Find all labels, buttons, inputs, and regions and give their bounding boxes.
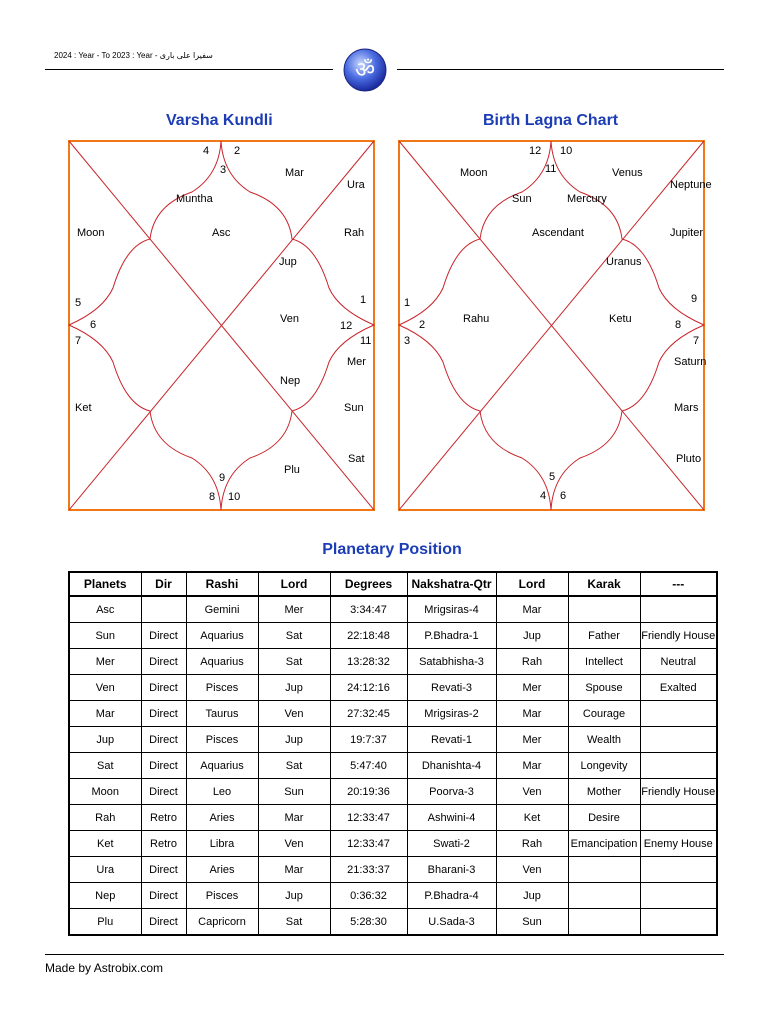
- table-row: [69, 649, 717, 675]
- planet-label: Uranus: [606, 256, 642, 268]
- table-cell: 12:33:47: [330, 831, 407, 857]
- planet-label: Nep: [280, 375, 301, 387]
- planet-label: Saturn: [674, 356, 707, 368]
- planet-label: Rah: [344, 227, 365, 239]
- table-cell: Jup: [258, 675, 330, 701]
- table-cell: 0:36:32: [330, 883, 407, 909]
- table-cell: U.Sada-3: [407, 909, 496, 936]
- table-cell: Leo: [186, 779, 258, 805]
- table-cell: 5:47:40: [330, 753, 407, 779]
- table-cell: Libra: [186, 831, 258, 857]
- house-number: 4: [540, 490, 547, 502]
- table-cell: Ket: [496, 805, 568, 831]
- house-number: 1: [360, 294, 367, 306]
- table-cell: Retro: [141, 831, 186, 857]
- table-row: [69, 675, 717, 701]
- table-cell: Direct: [141, 727, 186, 753]
- house-number: 2: [234, 145, 241, 157]
- planet-label: Jupiter: [670, 227, 704, 239]
- table-cell: Enemy House: [640, 831, 717, 857]
- planet-label: Pluto: [676, 453, 702, 465]
- table-row: [69, 883, 717, 909]
- table-cell: Jup: [258, 883, 330, 909]
- column-header: Planets: [69, 572, 141, 596]
- house-number: 5: [75, 297, 82, 309]
- planet-label: Jup: [279, 256, 297, 268]
- table-cell: Neutral: [640, 649, 717, 675]
- table-cell: Ven: [496, 857, 568, 883]
- table-cell: Direct: [141, 675, 186, 701]
- column-header: Karak: [568, 572, 640, 596]
- table-cell: Capricorn: [186, 909, 258, 936]
- planet-label: Neptune: [670, 179, 712, 191]
- planet-label: Ket: [75, 402, 92, 414]
- table-cell: 12:33:47: [330, 805, 407, 831]
- table-cell: 22:18:48: [330, 623, 407, 649]
- om-logo: [343, 48, 387, 92]
- table-cell: Rah: [496, 649, 568, 675]
- table-cell: Asc: [69, 596, 141, 623]
- table-cell: Mar: [258, 857, 330, 883]
- house-number: 3: [404, 335, 411, 347]
- table-cell: Direct: [141, 909, 186, 936]
- table-cell: Swati-2: [407, 831, 496, 857]
- table-cell: Mar: [258, 805, 330, 831]
- house-number: 3: [220, 164, 227, 176]
- house-number: 5: [549, 471, 556, 483]
- column-header: Degrees: [330, 572, 407, 596]
- table-cell: [640, 701, 717, 727]
- table-cell: Sun: [258, 779, 330, 805]
- house-number: 12: [529, 145, 542, 157]
- table-cell: Aries: [186, 857, 258, 883]
- table-cell: Bharani-3: [407, 857, 496, 883]
- table-cell: Friendly House: [640, 623, 717, 649]
- table-cell: Direct: [141, 649, 186, 675]
- table-cell: Pisces: [186, 675, 258, 701]
- table-cell: 24:12:16: [330, 675, 407, 701]
- planet-label: Muntha: [176, 193, 213, 205]
- planet-label: Ven: [280, 313, 299, 325]
- house-number: 11: [545, 163, 557, 175]
- column-header: Nakshatra-Qtr: [407, 572, 496, 596]
- table-cell: 19:7:37: [330, 727, 407, 753]
- column-header: Dir: [141, 572, 186, 596]
- table-cell: Longevity: [568, 753, 640, 779]
- table-cell: Jup: [258, 727, 330, 753]
- house-number: 7: [693, 335, 700, 347]
- table-cell: Rah: [69, 805, 141, 831]
- house-number: 6: [560, 490, 567, 502]
- table-cell: Desire: [568, 805, 640, 831]
- planet-label: Sun: [512, 193, 532, 205]
- house-number: 10: [560, 145, 573, 157]
- column-header: Lord: [258, 572, 330, 596]
- table-cell: Mrigsiras-4: [407, 596, 496, 623]
- table-cell: Direct: [141, 753, 186, 779]
- table-cell: Plu: [69, 909, 141, 936]
- table-cell: Mar: [69, 701, 141, 727]
- table-cell: Mer: [496, 727, 568, 753]
- table-cell: P.Bhadra-1: [407, 623, 496, 649]
- header-rule-right: [397, 69, 724, 70]
- table-row: [69, 623, 717, 649]
- table-cell: Ven: [496, 779, 568, 805]
- table-cell: Friendly House: [640, 779, 717, 805]
- table-cell: 27:32:45: [330, 701, 407, 727]
- table-cell: Sat: [258, 623, 330, 649]
- table-cell: [640, 909, 717, 936]
- table-cell: 21:33:37: [330, 857, 407, 883]
- table-cell: 20:19:36: [330, 779, 407, 805]
- table-cell: Ashwini-4: [407, 805, 496, 831]
- table-cell: Aries: [186, 805, 258, 831]
- table-cell: [640, 805, 717, 831]
- planet-label: Plu: [284, 464, 300, 476]
- table-cell: Direct: [141, 623, 186, 649]
- birth-chart: [398, 140, 712, 511]
- svg-text:ॐ: ॐ: [354, 58, 376, 83]
- varsha-chart: [68, 140, 375, 511]
- table-cell: Direct: [141, 857, 186, 883]
- table-cell: Jup: [496, 623, 568, 649]
- table-cell: Mar: [496, 753, 568, 779]
- house-number: 6: [90, 319, 97, 331]
- table-cell: Jup: [496, 883, 568, 909]
- table-cell: Mar: [496, 596, 568, 623]
- table-cell: Ura: [69, 857, 141, 883]
- table-cell: [568, 883, 640, 909]
- planet-label: Mercury: [567, 193, 607, 205]
- table-cell: Pisces: [186, 727, 258, 753]
- table-cell: [141, 596, 186, 623]
- planetary-position-table: [68, 571, 718, 936]
- planet-label: Asc: [212, 227, 231, 239]
- footer-rule: [45, 954, 724, 955]
- planet-label: Sun: [344, 402, 364, 414]
- table-cell: Exalted: [640, 675, 717, 701]
- table-cell: Ven: [69, 675, 141, 701]
- table-cell: Dhanishta-4: [407, 753, 496, 779]
- table-cell: Nep: [69, 883, 141, 909]
- house-number: 9: [219, 472, 226, 484]
- table-cell: Aquarius: [186, 753, 258, 779]
- table-cell: [640, 753, 717, 779]
- table-row: [69, 727, 717, 753]
- table-cell: Spouse: [568, 675, 640, 701]
- column-header: Rashi: [186, 572, 258, 596]
- planet-label: Ketu: [609, 313, 632, 325]
- planet-label: Ascendant: [532, 227, 584, 239]
- planet-label: Mer: [347, 356, 366, 368]
- table-cell: Sat: [258, 649, 330, 675]
- table-cell: Gemini: [186, 596, 258, 623]
- table-cell: Satabhisha-3: [407, 649, 496, 675]
- table-cell: Direct: [141, 779, 186, 805]
- house-number: 9: [691, 293, 698, 305]
- varsha-title: Varsha Kundli: [166, 112, 273, 129]
- table-cell: Sun: [69, 623, 141, 649]
- house-number: 4: [203, 145, 210, 157]
- table-cell: Mar: [496, 701, 568, 727]
- table-cell: Ven: [258, 701, 330, 727]
- table-cell: Direct: [141, 883, 186, 909]
- table-cell: Taurus: [186, 701, 258, 727]
- table-cell: Direct: [141, 701, 186, 727]
- table-cell: Courage: [568, 701, 640, 727]
- planet-label: Rahu: [463, 313, 490, 325]
- header-text: 2024 : Year - To 2023 : Year - سفیرا علی باری: [54, 51, 213, 60]
- house-number: 8: [209, 491, 216, 503]
- table-cell: Ket: [69, 831, 141, 857]
- table-cell: Mer: [496, 675, 568, 701]
- table-cell: 3:34:47: [330, 596, 407, 623]
- table-cell: [640, 857, 717, 883]
- table-cell: Sat: [69, 753, 141, 779]
- table-row: [69, 909, 717, 936]
- table-cell: Moon: [69, 779, 141, 805]
- planet-label: Mar: [285, 167, 304, 179]
- house-number: 2: [419, 319, 426, 331]
- table-row: [69, 701, 717, 727]
- table-cell: Father: [568, 623, 640, 649]
- planet-label: Mars: [674, 402, 699, 414]
- table-cell: [568, 857, 640, 883]
- table-cell: Rah: [496, 831, 568, 857]
- house-number: 11: [360, 335, 372, 347]
- table-cell: Aquarius: [186, 649, 258, 675]
- table-cell: Poorva-3: [407, 779, 496, 805]
- table-title: Planetary Position: [322, 541, 462, 558]
- house-number: 8: [675, 319, 682, 331]
- table-cell: Mrigsiras-2: [407, 701, 496, 727]
- table-cell: [640, 883, 717, 909]
- table-cell: Intellect: [568, 649, 640, 675]
- planet-label: Moon: [460, 167, 488, 179]
- planet-label: Moon: [77, 227, 105, 239]
- header-rule-left: [45, 69, 333, 70]
- table-cell: Wealth: [568, 727, 640, 753]
- table-header-row: [69, 572, 717, 596]
- column-header: Lord: [496, 572, 568, 596]
- table-cell: [568, 909, 640, 936]
- planet-label: Sat: [348, 453, 365, 465]
- table-row: [69, 596, 717, 623]
- table-row: [69, 753, 717, 779]
- table-row: [69, 779, 717, 805]
- house-number: 10: [228, 491, 241, 503]
- table-cell: Sat: [258, 909, 330, 936]
- table-cell: Pisces: [186, 883, 258, 909]
- house-number: 7: [75, 335, 82, 347]
- planet-label: Ura: [347, 179, 365, 191]
- table-cell: [640, 727, 717, 753]
- table-cell: Revati-1: [407, 727, 496, 753]
- table-cell: Mother: [568, 779, 640, 805]
- table-cell: Retro: [141, 805, 186, 831]
- table-cell: Sun: [496, 909, 568, 936]
- house-number: 1: [404, 297, 411, 309]
- table-row: [69, 831, 717, 857]
- column-header: ---: [640, 572, 717, 596]
- planet-label: Venus: [612, 167, 643, 179]
- table-cell: Mer: [69, 649, 141, 675]
- table-cell: Emancipation: [568, 831, 640, 857]
- birth-title: Birth Lagna Chart: [483, 112, 619, 129]
- table-cell: Aquarius: [186, 623, 258, 649]
- table-cell: Revati-3: [407, 675, 496, 701]
- table-cell: Ven: [258, 831, 330, 857]
- table-cell: P.Bhadra-4: [407, 883, 496, 909]
- table-cell: Mer: [258, 596, 330, 623]
- table-cell: [568, 596, 640, 623]
- footer-text: Made by Astrobix.com: [45, 961, 164, 975]
- table-body: [69, 596, 717, 935]
- table-cell: 5:28:30: [330, 909, 407, 936]
- table-cell: Sat: [258, 753, 330, 779]
- table-cell: Jup: [69, 727, 141, 753]
- table-cell: [640, 596, 717, 623]
- table-cell: 13:28:32: [330, 649, 407, 675]
- table-row: [69, 805, 717, 831]
- house-number: 12: [340, 320, 353, 332]
- table-row: [69, 857, 717, 883]
